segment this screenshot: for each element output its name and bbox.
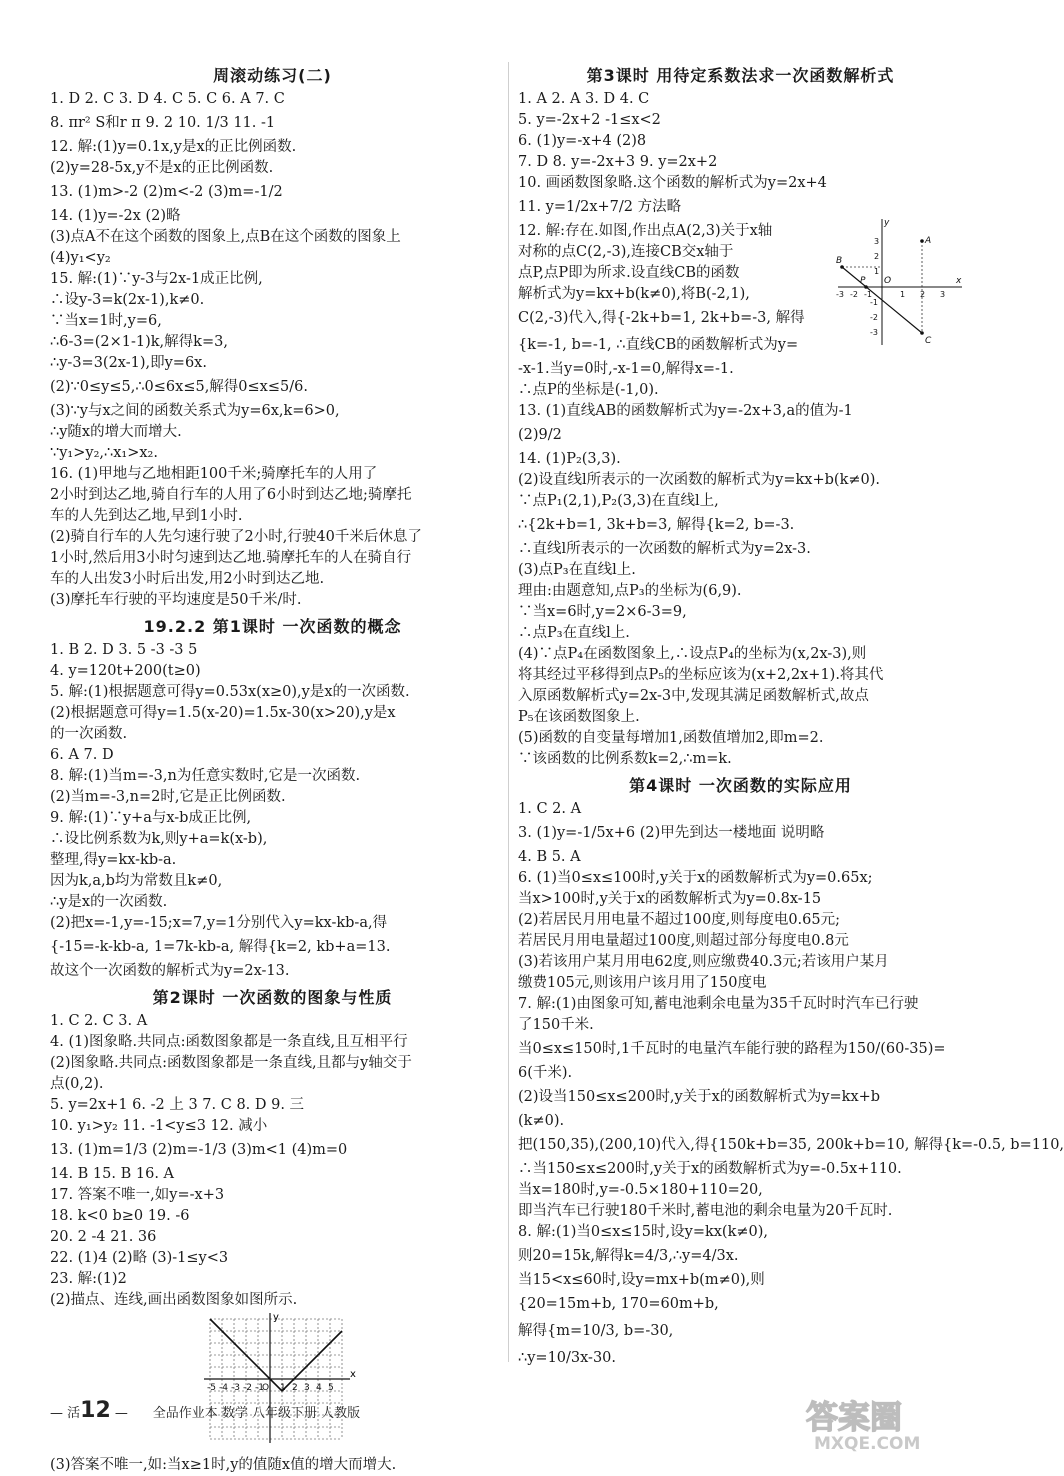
answer-line: 点P,点P即为所求.设直线CB的函数 xyxy=(518,265,740,281)
right-column xyxy=(518,60,1064,1372)
tick-label: 1 xyxy=(280,1383,286,1393)
tick-label: 3 xyxy=(940,290,946,299)
concept-answers xyxy=(50,640,495,982)
answer-line: 1. C 2. C 3. A xyxy=(50,1013,148,1029)
tick-label: -3 xyxy=(870,328,878,337)
label-b: B xyxy=(836,256,843,266)
label-y: y xyxy=(884,218,890,228)
heading-weekly: 周滚动练习(二) xyxy=(213,66,332,85)
answer-line: (2)若居民月用电量不超过100度,则每度电0.65元; xyxy=(518,912,840,928)
answer-line: 5. 解:(1)根据题意可得y=0.53x(x≥0),y是x的一次函数. xyxy=(50,684,410,700)
point-c xyxy=(920,331,924,335)
answer-line: 缴费105元,则该用户该月用了150度电 xyxy=(518,975,767,991)
answer-line: {k=-1, b=-1, ∴直线CB的函数解析式为y= xyxy=(518,337,799,353)
answer-line: 2小时到达乙地,骑自行车的人用了6小时到达乙地;骑摩托 xyxy=(50,487,412,503)
answer-line: 当15<x≤60时,设y=mx+b(m≠0),则 xyxy=(518,1272,765,1288)
answer-line: (3)点P₃在直线l上. xyxy=(518,562,636,578)
answer-line: ∵y₁>y₂,∴x₁>x₂. xyxy=(50,445,158,461)
answer-line: 理由:由题意知,点P₃的坐标为(6,9). xyxy=(518,583,742,599)
answer-line: (3)∵y与x之间的函数关系式为y=6x,k=6>0, xyxy=(50,403,340,419)
lesson3-answers xyxy=(518,89,963,770)
answer-line: 解析式为y=kx+b(k≠0),将B(-2,1), xyxy=(518,286,750,302)
heading-19-2-2: 19.2.2 第1课时 一次函数的概念 xyxy=(143,617,402,636)
answer-line: 1. B 2. D 3. 5 -3 -3 5 xyxy=(50,642,198,658)
answer-line: (5)函数的自变量每增加1,函数值增加2,即m=2. xyxy=(518,730,824,746)
answer-line: ∴直线l所表示的一次函数的解析式为y=2x-3. xyxy=(518,541,811,557)
answer-line: ∴y=10/3x-30. xyxy=(518,1350,617,1366)
answer-line: (3)答案不唯一,如:当x≥1时,y的值随x值的增大而增大. xyxy=(50,1457,397,1473)
answer-line: 14. (1)P₂(3,3). xyxy=(518,451,621,467)
page-footer xyxy=(50,1398,360,1423)
left-column xyxy=(50,60,495,1476)
answer-line: 6. A 7. D xyxy=(50,747,114,763)
answer-line: {-15=-k-kb-a, 1=7k-kb-a, 解得{k=2, kb+a=13. xyxy=(50,939,391,955)
weekly-answers xyxy=(50,89,495,611)
axis-label-y: y xyxy=(273,1312,279,1323)
answer-line: 5. y=-2x+2 -1≤x<2 xyxy=(518,112,661,128)
answer-line: 7. D 8. y=-2x+3 9. y=2x+2 xyxy=(518,154,718,170)
answer-line: 13. (1)m>-2 (2)m<-2 (3)m=-1/2 xyxy=(50,184,283,200)
answer-line: (2)∵0≤y≤5,∴0≤6x≤5,解得0≤x≤5/6. xyxy=(50,379,308,395)
v-graph xyxy=(50,1311,495,1451)
answer-line: 6(千米). xyxy=(518,1065,573,1081)
answer-line: 15. 解:(1)∵y-3与2x-1成正比例, xyxy=(50,271,263,287)
answer-line: 12. 解:存在.如图,作出点A(2,3)关于x轴 xyxy=(518,223,773,239)
answer-line: 因为k,a,b均为常数且k≠0, xyxy=(50,873,223,889)
answer-line: 16. (1)甲地与乙地相距100千米;骑摩托车的人用了 xyxy=(50,466,378,482)
answer-line: ∵当x=1时,y=6, xyxy=(50,313,162,329)
tick-label: -1 xyxy=(864,290,872,299)
coordinate-figure xyxy=(836,217,966,347)
answer-line: (k≠0). xyxy=(518,1113,565,1129)
answer-line: ∴{2k+b=1, 3k+b=3, 解得{k=2, b=-3. xyxy=(518,517,795,533)
answer-line: 入原函数解析式y=2x-3中,发现其满足函数解析式,故点 xyxy=(518,688,869,704)
answer-line: 18. k<0 b≥0 19. -6 xyxy=(50,1208,190,1224)
tick-label: -1 xyxy=(870,298,878,307)
lesson4-answers xyxy=(518,799,1064,1372)
heading-lesson-2: 第2课时 一次函数的图象与性质 xyxy=(152,988,393,1007)
answer-line: 若居民月用电量超过100度,则超过部分每度电0.8元 xyxy=(518,933,849,949)
answer-line: (3)若该用户某月用电62度,则应缴费40.3元;若该用户某月 xyxy=(518,954,889,970)
answer-line: ∴y是x的一次函数. xyxy=(50,894,168,910)
answer-line: ∴点P的坐标是(-1,0). xyxy=(518,382,659,398)
answer-line: 13. (1)直线AB的函数解析式为y=-2x+3,a的值为-1 xyxy=(518,403,853,419)
tick-label: -2 xyxy=(243,1383,252,1393)
answer-line: (2)设直线l所表示的一次函数的解析式为y=kx+b(k≠0). xyxy=(518,472,880,488)
tick-label: 2 xyxy=(292,1383,298,1393)
answer-line: ∵当x=6时,y=2×6-3=9, xyxy=(518,604,687,620)
answer-line: 4. (1)图象略.共同点:函数图象都是一条直线,且互相平行 xyxy=(50,1034,408,1050)
answer-line: 的一次函数. xyxy=(50,726,128,742)
answer-line: 当x=180时,y=-0.5×180+110=20, xyxy=(518,1182,763,1198)
answer-line: 当x>100时,y关于x的函数解析式为y=0.8x-15 xyxy=(518,891,822,907)
answer-line: ∵点P₁(2,1),P₂(3,3)在直线l上, xyxy=(518,493,719,509)
answer-line: (4)y₁<y₂ xyxy=(50,250,111,266)
answer-line: 了150千米. xyxy=(518,1017,594,1033)
answer-line: 14. B 15. B 16. A xyxy=(50,1166,175,1182)
lesson2-answers xyxy=(50,1011,495,1311)
label-o: O xyxy=(884,276,892,286)
tick-label: 2 xyxy=(920,290,926,299)
answer-line: ∴设比例系数为k,则y+a=k(x-b), xyxy=(50,831,268,847)
answer-line: 17. 答案不唯一,如y=-x+3 xyxy=(50,1187,225,1203)
answer-line: ∴点P₃在直线l上. xyxy=(518,625,630,641)
answer-line: 3. (1)y=-1/5x+6 (2)甲先到达一楼地面 说明略 xyxy=(518,825,825,841)
answer-line: 4. B 5. A xyxy=(518,849,581,865)
answer-line: 23. 解:(1)2 xyxy=(50,1271,127,1287)
answer-line: 8. 解:(1)当m=-3,n为任意实数时,它是一次函数. xyxy=(50,768,361,784)
answer-line: 车的人先到达乙地,早到1小时. xyxy=(50,508,243,524)
label-x: x xyxy=(956,276,962,286)
answer-line: 7. 解:(1)由图象可知,蓄电池剩余电量为35千瓦时时汽车已行驶 xyxy=(518,996,919,1012)
answer-line: (2)描点、连线,画出函数图象如图所示. xyxy=(50,1292,298,1308)
answer-line: 13. (1)m=1/3 (2)m=-1/3 (3)m<1 (4)m=0 xyxy=(50,1142,348,1158)
watermark xyxy=(802,1392,980,1454)
tick-label: 4 xyxy=(316,1383,322,1393)
answer-line: 8. πr² S和r π 9. 2 10. 1/3 11. -1 xyxy=(50,115,276,131)
label-c: C xyxy=(925,336,932,346)
answer-line: -x-1.当y=0时,-x-1=0,解得x=-1. xyxy=(518,361,734,377)
answer-line: 整理,得y=kx-kb-a. xyxy=(50,852,177,868)
tick-label: 3 xyxy=(874,237,880,246)
answer-line: ∴y随x的增大而增大. xyxy=(50,424,182,440)
answer-line: 1. D 2. C 3. D 4. C 5. C 6. A 7. C xyxy=(50,91,285,107)
watermark-logo: 答案圈 xyxy=(806,1398,903,1436)
answer-line: 把(150,35),(200,10)代入,得{150k+b=35, 200k+b=10, 解得{k=-0.5, b=110, xyxy=(518,1137,1064,1153)
answer-line: (2)y=28-5x,y不是x的正比例函数. xyxy=(50,160,274,176)
book-info: 全品作业本 数学 八年级下册 人教版 xyxy=(152,1406,361,1421)
answer-line: (2)图象略.共同点:函数图象都是一条直线,且都与y轴交于 xyxy=(50,1055,412,1071)
answer-line: 20. 2 -4 21. 36 xyxy=(50,1229,157,1245)
tick-label: O xyxy=(262,1383,270,1393)
answer-line: ∴设y-3=k(2x-1),k≠0. xyxy=(50,292,205,308)
answer-line: 14. (1)y=-2x (2)略 xyxy=(50,208,181,224)
answer-line: 5. y=2x+1 6. -2 上 3 7. C 8. D 9. 三 xyxy=(50,1097,305,1113)
answer-line: 解得{m=10/3, b=-30, xyxy=(518,1323,674,1339)
tick-label: 1 xyxy=(900,290,906,299)
answer-line: 9. 解:(1)∵y+a与x-b成正比例, xyxy=(50,810,252,826)
answer-line: ∴当150≤x≤200时,y关于x的函数解析式为y=-0.5x+110. xyxy=(518,1161,902,1177)
answer-line: (3)点A不在这个函数的图象上,点B在这个函数的图象上 xyxy=(50,229,401,245)
label-p: P xyxy=(860,276,866,286)
answer-line: (4)∵点P₄在函数图象上,∴设点P₄的坐标为(x,2x-3),则 xyxy=(518,646,867,662)
answer-line: 22. (1)4 (2)略 (3)-1≤y<3 xyxy=(50,1250,229,1266)
tick-label: 2 xyxy=(874,252,880,261)
tick-label: -2 xyxy=(870,313,878,322)
heading-lesson-3: 第3课时 用待定系数法求一次函数解析式 xyxy=(586,66,895,85)
answer-line: {20=15m+b, 170=60m+b, xyxy=(518,1296,719,1312)
answer-line: P₅在该函数图象上. xyxy=(518,709,640,725)
answer-line: 12. 解:(1)y=0.1x,y是x的正比例函数. xyxy=(50,139,297,155)
answer-line: 则20=15k,解得k=4/3,∴y=4/3x. xyxy=(518,1248,739,1264)
tick-label: -2 xyxy=(850,290,858,299)
label-a: A xyxy=(925,236,932,246)
answer-line: 10. y₁>y₂ 11. -1<y≤3 12. 减小 xyxy=(50,1118,268,1134)
tick-label: 1 xyxy=(874,267,880,276)
answer-line: 6. (1)当0≤x≤100时,y关于x的函数解析式为y=0.65x; xyxy=(518,870,873,886)
answer-line: ∵该函数的比例系数k=2,∴m=k. xyxy=(518,751,732,767)
tick-label: 5 xyxy=(328,1383,334,1393)
axis-label-x: x xyxy=(350,1369,356,1380)
point-a xyxy=(920,239,924,243)
answer-line: ∴6-3=(2×1-1)k,解得k=3, xyxy=(50,334,228,350)
answer-line: C(2,-3)代入,得{-2k+b=1, 2k+b=-3, 解得 xyxy=(518,310,805,326)
tick-label: -3 xyxy=(836,290,844,299)
answer-line: 对称的点C(2,-3),连接CB交x轴于 xyxy=(518,244,734,260)
tick-label: -1 xyxy=(255,1383,264,1393)
answer-line: (2)骑自行车的人先匀速行驶了2小时,行驶40千米后休息了 xyxy=(50,529,422,545)
watermark-url: MXQE.COM xyxy=(814,1434,921,1454)
answer-line: (2)9/2 xyxy=(518,427,562,443)
answer-line: (3)摩托车行驶的平均速度是50千米/时. xyxy=(50,592,302,608)
answer-line: 将其经过平移得到点P₅的坐标应该为(x+2,2x+1).将其代 xyxy=(518,667,884,683)
answer-line: 当0≤x≤150时,1千瓦时的电量汽车能行驶的路程为150/(60-35)= xyxy=(518,1041,946,1057)
answer-line: (2)当m=-3,n=2时,它是正比例函数. xyxy=(50,789,286,805)
footer-suffix: — xyxy=(114,1406,128,1421)
answer-line: (2)设当150≤x≤200时,y关于x的函数解析式为y=kx+b xyxy=(518,1089,881,1105)
answer-line: 车的人出发3小时后出发,用2小时到达乙地. xyxy=(50,571,325,587)
answer-line: 10. 画函数图象略.这个函数的解析式为y=2x+4 xyxy=(518,175,827,191)
answer-line: 4. y=120t+200(t≥0) xyxy=(50,663,201,679)
tick-label: 3 xyxy=(304,1383,310,1393)
page-number: 12 xyxy=(80,1398,111,1423)
answer-line: ∴y-3=3(2x-1),即y=6x. xyxy=(50,355,207,371)
answer-line: 11. y=1/2x+7/2 方法略 xyxy=(518,199,682,215)
answer-line: 6. (1)y=-x+4 (2)8 xyxy=(518,133,647,149)
answer-line: 故这个一次函数的解析式为y=2x-13. xyxy=(50,963,290,979)
column-divider xyxy=(508,62,509,1362)
answer-line: (2)把x=-1,y=-15;x=7,y=1分别代入y=kx-kb-a,得 xyxy=(50,915,388,931)
answer-line: 即当汽车已行驶180千米时,蓄电池的剩余电量为20千瓦时. xyxy=(518,1203,893,1219)
answer-line: 点(0,2). xyxy=(50,1076,104,1092)
tick-label: -5 xyxy=(207,1383,216,1393)
tick-label: -3 xyxy=(231,1383,240,1393)
footer-prefix: — 活 xyxy=(50,1406,81,1421)
tick-label: -4 xyxy=(219,1383,228,1393)
answer-line: 1. C 2. A xyxy=(518,801,582,817)
answer-line: (2)根据题意可得y=1.5(x-20)=1.5x-30(x>20),y是x xyxy=(50,705,396,721)
answer-line: 8. 解:(1)当0≤x≤15时,设y=kx(k≠0), xyxy=(518,1224,769,1240)
heading-lesson-4: 第4课时 一次函数的实际应用 xyxy=(629,776,852,795)
v-graph-figure xyxy=(50,1311,495,1455)
answer-line: 1. A 2. A 3. D 4. C xyxy=(518,91,650,107)
answer-line: 1小时,然后用3小时匀速到达乙地.骑摩托车的人在骑自行 xyxy=(50,550,412,566)
